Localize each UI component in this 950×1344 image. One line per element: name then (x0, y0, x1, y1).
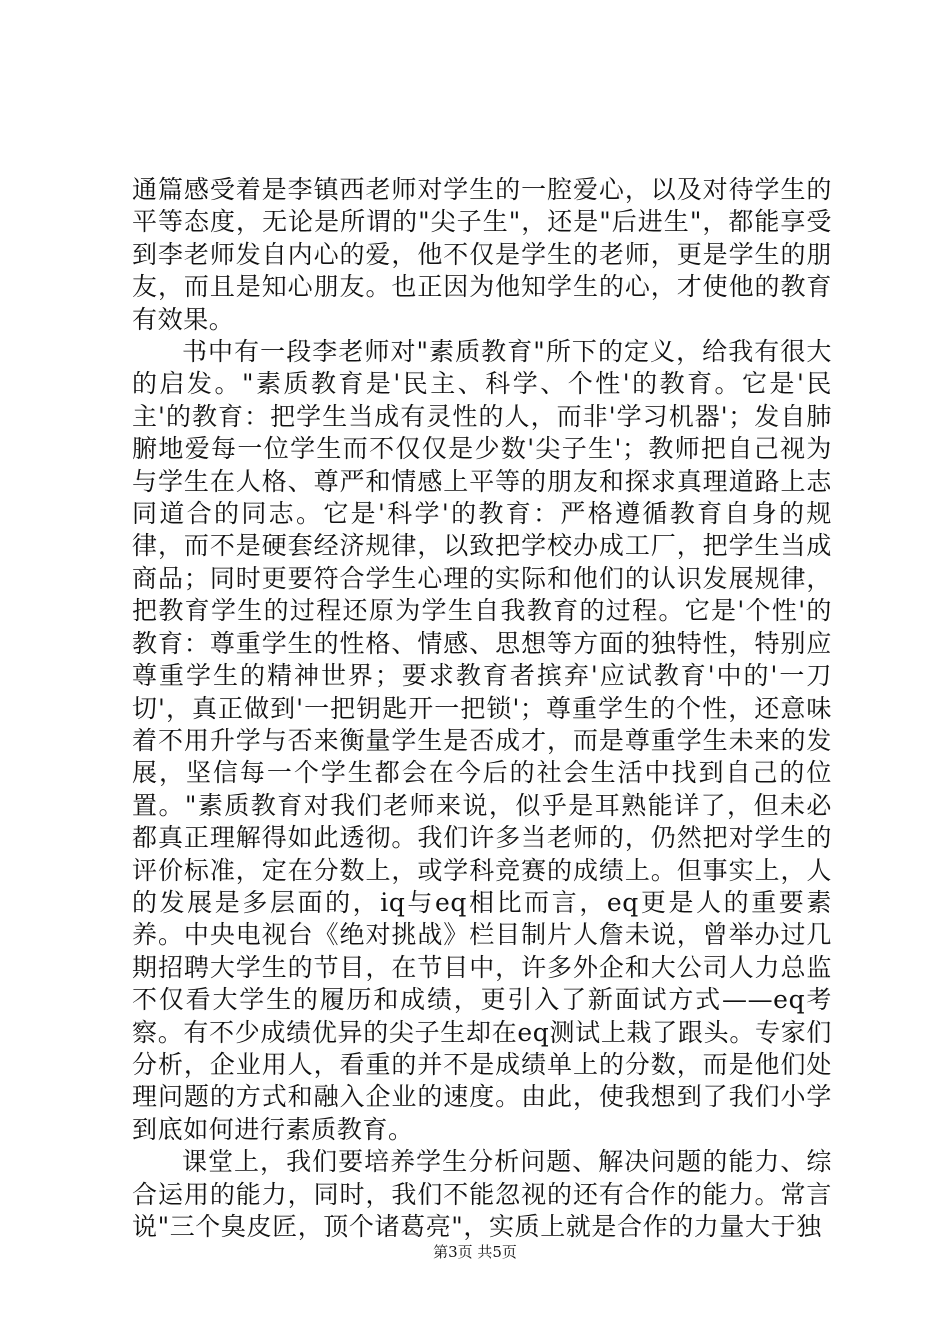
paragraph-2: 书中有一段李老师对"素质教育"所下的定义，给我有很大的启发。"素质教育是'民主、科学、个性'的教育。它是'民主'的教育：把学生当成有灵性的人，而非'学习机器'；发自肺腑地爱每一位学生而不仅仅是少数'尖子生'；教师把自己视为与学生在人格、尊严和情感上平等的朋友和探求真理道路上志同道合的同志。它是'科学'的教育：严格遵循教育自身的规律，而不是硬套经济规律，以致把学校办成工厂，把学生当成商品；同时更要符合学生心理的实际和他们的认识发展规律，把教育学生的过程还原为学生自我教育的过程。它是'个性'的教育：尊重学生的性格、情感、思想等方面的独特性，特别应尊重学生的精神世界；要求教育者摈弃'应试教育'中的'一刀切'，真正做到'一把钥匙开一把锁'；尊重学生的个性，还意味着不用升学与否来衡量学生是否成才，而是尊重学生未来的发展，坚信每一个学生都会在今后的社会生活中找到自己的位置。"素质教育对我们老师来说，似乎是耳熟能详了，但未必都真正理解得如此透彻。我们许多当老师的，仍然把对学生的评价标准，定在分数上，或学科竞赛的成绩上。但事实上，人的发展是多层面的，iq与eq相比而言，eq更是人的重要素养。中央电视台《绝对挑战》栏目制片人詹未说，曾举办过几期招聘大学生的节目，在节目中，许多外企和大公司人力总监不仅看大学生的履历和成绩，更引入了新面试方式——eq考察。有不少成绩优异的尖子生却在eq测试上栽了跟头。专家们分析，企业用人，看重的并不是成绩单上的分数，而是他们处理问题的方式和融入企业的速度。由此，使我想到了我们小学到底如何进行素质教育。 (132, 337, 832, 1144)
paragraph-1: 通篇感受着是李镇西老师对学生的一腔爱心，以及对待学生的平等态度，无论是所谓的"尖子生"，还是"后进生"，都能享受到李老师发自内心的爱，他不仅是学生的老师，更是学生的朋友，而且是知心朋友。也正因为他知学生的心，才使他的教育有效果。 (132, 175, 832, 334)
paragraph-3: 课堂上，我们要培养学生分析问题、解决问题的能力、综合运用的能力，同时，我们不能忽视的还有合作的能力。常言说"三个臭皮匠，顶个诸葛亮"，实质上就是合作的力量大于独 (132, 1147, 832, 1241)
document-body (132, 174, 832, 1243)
page-number-footer: 第3页 共5页 (433, 1243, 517, 1261)
